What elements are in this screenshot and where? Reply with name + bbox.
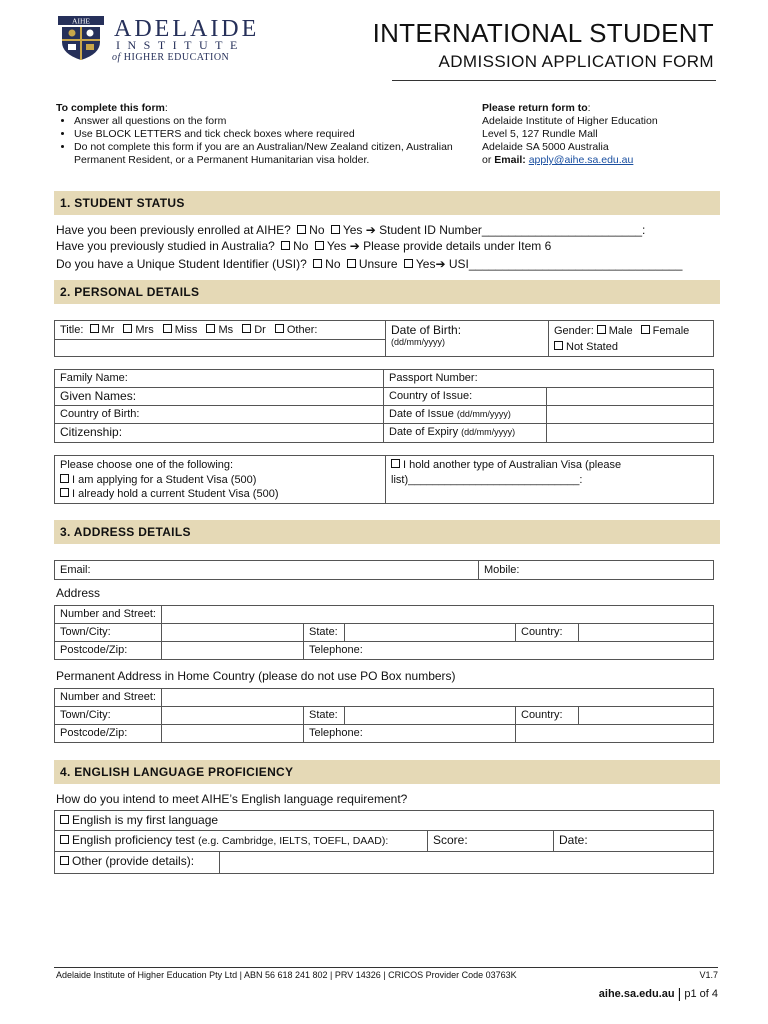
town-label: Town/City: xyxy=(55,624,162,642)
country-input[interactable] xyxy=(579,707,714,725)
return-address-block: Please return form to: Adelaide Institute of Higher Education Level 5, 127 Rundle Mall Adelaide SA 5000 Australia or Email: apply@aihe.sa.edu.au xyxy=(482,102,658,166)
address-table xyxy=(54,605,714,660)
instruction-item: • Answer all questions on the form xyxy=(74,115,476,128)
postcode-label: Postcode/Zip: xyxy=(55,642,162,660)
state-label: State: xyxy=(304,707,345,725)
instructions-block: To complete this form: • Answer all questions on the form • Use BLOCK LETTERS and tick check boxes where required • Do not complete this form if you are an Australian/New Zealand citizen, Australian Permanent Resident, or a Permanent Humanitarian visa holder. xyxy=(56,102,476,167)
logo-text-higher-education: of HIGHER EDUCATION xyxy=(112,52,230,63)
score-field[interactable]: Score: xyxy=(428,831,554,852)
other-details-input[interactable] xyxy=(220,852,713,873)
street-input[interactable] xyxy=(162,689,714,707)
checkbox-other-visa[interactable] xyxy=(391,459,400,468)
date-field[interactable]: Date: xyxy=(554,831,714,852)
visa-choice-field: Please choose one of the following: I am applying for a Student Visa (500) I already hold a current Student Visa (500) xyxy=(55,456,386,504)
footer-site-link[interactable]: aihe.sa.edu.au xyxy=(598,988,675,1000)
checkbox-applying-visa[interactable] xyxy=(60,474,69,483)
postcode-input[interactable] xyxy=(162,642,304,660)
date-of-expiry-field[interactable]: Date of Expiry (dd/mm/yyyy) xyxy=(384,424,547,443)
contact-table xyxy=(54,560,714,580)
telephone-label: Telephone: xyxy=(304,725,516,743)
town-input[interactable] xyxy=(162,707,304,725)
family-name-field[interactable]: Family Name: xyxy=(55,370,384,388)
country-label: Country: xyxy=(516,707,579,725)
mobile-field[interactable]: Mobile: xyxy=(479,561,714,580)
dob-field[interactable]: Date of Birth: (dd/mm/yyyy) xyxy=(386,321,549,357)
question-usi: Do you have a Unique Student Identifier (USI)? No Unsure Yes➔ USI________________________________ xyxy=(56,257,683,271)
street-label: Number and Street: xyxy=(55,689,162,707)
address-label: Address xyxy=(56,586,101,600)
checkbox-unsure[interactable] xyxy=(347,259,356,268)
title-dob-gender-table xyxy=(54,320,714,357)
section-header-student-status: 1. STUDENT STATUS xyxy=(54,191,720,215)
checkbox-no[interactable] xyxy=(313,259,322,268)
checkbox-no[interactable] xyxy=(297,225,306,234)
given-names-field[interactable]: Given Names: xyxy=(55,388,384,406)
identity-table xyxy=(54,369,714,443)
form-subtitle: ADMISSION APPLICATION FORM xyxy=(438,52,714,71)
other-details-label[interactable]: Other (provide details): xyxy=(55,852,220,873)
other-visa-field: I hold another type of Australian Visa (please list)____________________________: xyxy=(386,456,714,504)
email-link[interactable]: apply@aihe.sa.edu.au xyxy=(528,154,634,166)
postcode-label: Postcode/Zip: xyxy=(55,725,162,743)
question-enrolled-aihe: Have you been previously enrolled at AIHE? No Yes ➔ Student ID Number________________________: xyxy=(56,223,646,237)
telephone-field[interactable]: Telephone: xyxy=(304,642,714,660)
state-input[interactable] xyxy=(345,707,516,725)
permanent-address-table xyxy=(54,688,714,743)
checkbox-yes[interactable] xyxy=(404,259,413,268)
crest-logo-icon xyxy=(58,16,104,60)
checkbox-hold-visa[interactable] xyxy=(60,488,69,497)
state-label: State: xyxy=(304,624,345,642)
logo-text-institute: INSTITUTE xyxy=(116,38,245,52)
header-divider xyxy=(392,80,716,81)
question-studied-australia: Have you previously studied in Australia? No Yes ➔ Please provide details under Item 6 xyxy=(56,239,552,253)
title-field[interactable]: Title: Mr Mrs Miss Ms Dr Other: xyxy=(55,321,386,340)
country-of-birth-field[interactable]: Country of Birth: xyxy=(55,406,384,424)
instruction-item: • Use BLOCK LETTERS and tick check boxes where required xyxy=(74,128,476,141)
gender-field[interactable]: Gender: Male Female Not Stated xyxy=(549,321,714,357)
footer-legal: Adelaide Institute of Higher Education Pty Ltd | ABN 56 618 241 802 | PRV 14326 | CRICOS Provider Code 03763K xyxy=(56,970,517,980)
footer-divider xyxy=(54,967,718,968)
street-label: Number and Street: xyxy=(55,606,162,624)
town-label: Town/City: xyxy=(55,707,162,725)
street-input[interactable] xyxy=(162,606,714,624)
checkbox-no[interactable] xyxy=(281,241,290,250)
citizenship-field[interactable]: Citizenship: xyxy=(55,424,384,443)
instruction-item: • Do not complete this form if you are an Australian/New Zealand citizen, Australian Permanent Resident, or a Permanent Humanitarian visa holder. xyxy=(74,141,476,167)
permanent-address-label: Permanent Address in Home Country (please do not use PO Box numbers) xyxy=(56,669,456,683)
checkbox-yes[interactable] xyxy=(315,241,324,250)
postcode-input[interactable] xyxy=(162,725,304,743)
footer-version: V1.7 xyxy=(699,970,718,980)
english-other-option xyxy=(55,852,714,874)
english-test-option[interactable]: English proficiency test (e.g. Cambridge, IELTS, TOEFL, DAAD): xyxy=(55,831,428,852)
footer-site-page: aihe.sa.edu.au | p1 of 4 xyxy=(598,985,718,1001)
country-of-issue-field[interactable]: Country of Issue: xyxy=(384,388,547,406)
date-of-issue-field[interactable]: Date of Issue (dd/mm/yyyy) xyxy=(384,406,547,424)
english-question: How do you intend to meet AIHE’s English language requirement? xyxy=(56,792,408,806)
town-input[interactable] xyxy=(162,624,304,642)
section-header-personal-details: 2. PERSONAL DETAILS xyxy=(54,280,720,304)
english-first-language-option[interactable]: English is my first language xyxy=(55,811,714,831)
form-title: INTERNATIONAL STUDENT xyxy=(372,18,714,48)
section-header-address-details: 3. ADDRESS DETAILS xyxy=(54,520,720,544)
visa-table xyxy=(54,455,714,504)
logo-text-adelaide: ADELAIDE xyxy=(114,16,260,42)
passport-number-field[interactable]: Passport Number: xyxy=(384,370,547,388)
country-label: Country: xyxy=(516,624,579,642)
country-input[interactable] xyxy=(579,624,714,642)
telephone-input[interactable] xyxy=(516,725,714,743)
checkbox-yes[interactable] xyxy=(331,225,340,234)
state-input[interactable] xyxy=(345,624,516,642)
svg-text:AIHE: AIHE xyxy=(72,16,90,26)
section-header-english: 4. ENGLISH LANGUAGE PROFICIENCY xyxy=(54,760,720,784)
title-blank-field[interactable] xyxy=(55,340,386,357)
email-field[interactable]: Email: xyxy=(55,561,479,580)
english-table xyxy=(54,810,714,874)
